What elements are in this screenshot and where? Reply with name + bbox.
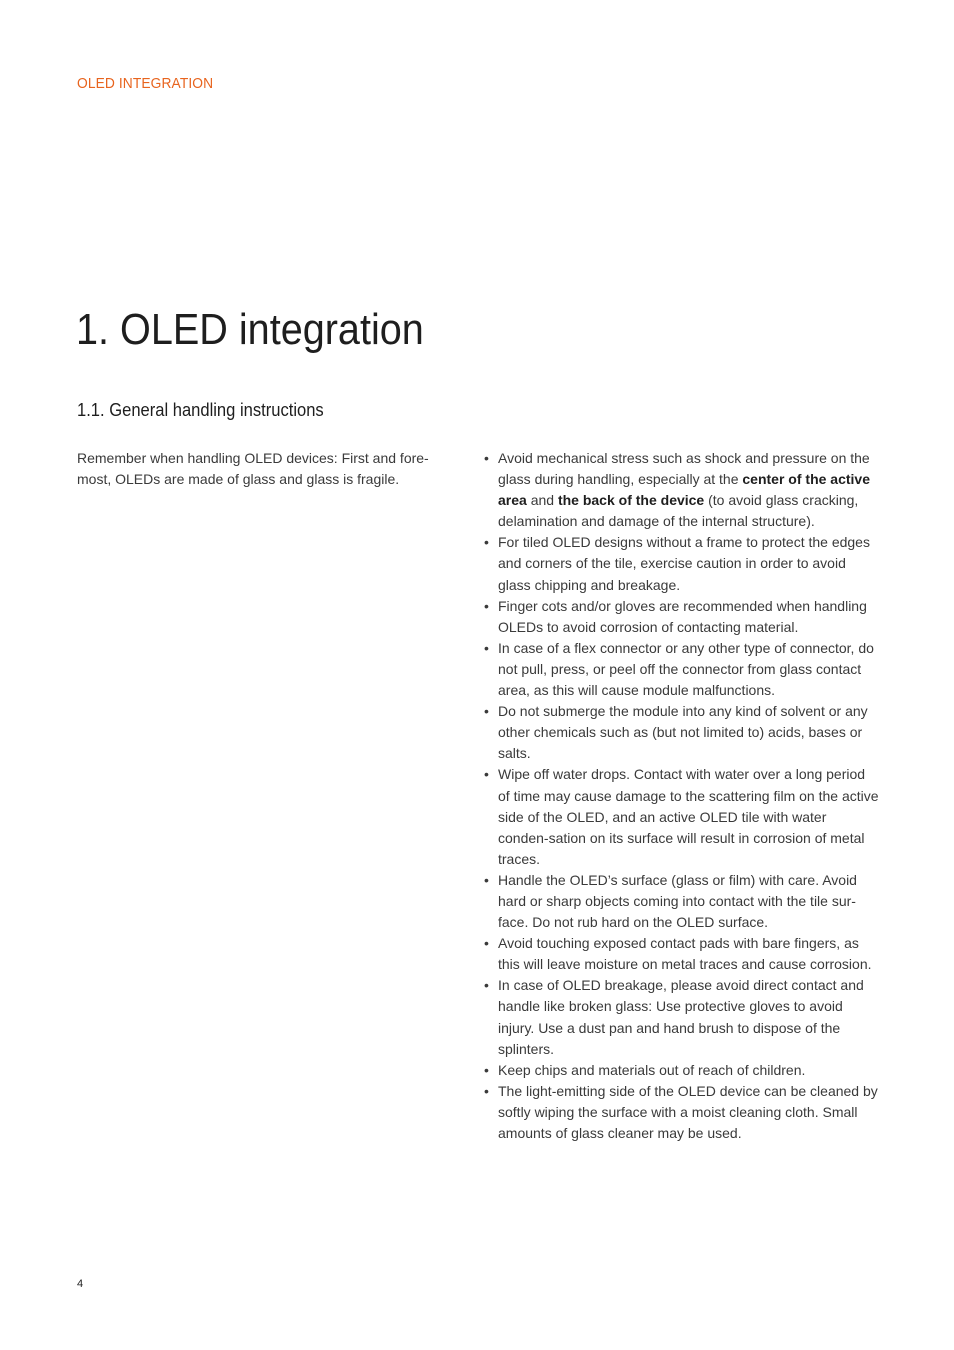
list-item-text: Avoid touching exposed contact pads with bare fingers, as this will leave moisture on metal traces and cause corrosion. <box>498 935 872 973</box>
bullet-marker: • <box>484 597 489 614</box>
page-number: 4 <box>77 1278 84 1290</box>
chapter-title: 1. OLED integration <box>76 305 424 354</box>
bullet-marker: • <box>484 1082 489 1099</box>
emphasis-text: center of the active area <box>498 471 870 509</box>
list-item-text: For tiled OLED designs without a frame to protect the edges and corners of the tile, exercise caution in order to avoid glass chipping and breakage. <box>498 534 870 593</box>
bullet-marker: • <box>484 703 489 720</box>
list-item-text: Do not submerge the module into any kind of solvent or any other chemicals such as (but not limited to) acids, bases or salts. <box>498 703 868 762</box>
bullet-marker: • <box>484 977 489 994</box>
list-item <box>484 448 880 532</box>
bullet-marker: • <box>484 935 489 952</box>
bullet-marker: • <box>484 766 489 783</box>
handling-instructions-list <box>484 448 880 1144</box>
list-item-text: Finger cots and/or gloves are recommended when handling OLEDs to avoid corrosion of contacting material. <box>498 597 867 635</box>
list-item <box>484 701 880 764</box>
list-item-text: The light-emitting side of the OLED device can be cleaned by softly wiping the surface with a moist cleaning cloth. Small amounts of glass cleaner may be used. <box>498 1082 878 1141</box>
list-item <box>484 638 880 701</box>
list-item-text: (to avoid glass cracking, delamination and damage of the internal structure). <box>498 492 859 530</box>
list-item <box>484 1081 880 1144</box>
list-item-text: In case of OLED breakage, please avoid direct contact and handle like broken glass: Use protective gloves to avoid injury. Use a dust pan and hand brush to dispose of the splinters. <box>498 977 864 1057</box>
list-item <box>484 596 880 638</box>
intro-paragraph: Remember when handling OLED devices: First and fore-most, OLEDs are made of glass and glass is fragile. <box>77 450 429 488</box>
list-item-text: Handle the OLED’s surface (glass or film) with care. Avoid hard or sharp objects coming into contact with the tile sur-face. Do not rub hard on the OLED surface. <box>498 871 857 931</box>
running-header-section-label: OLED INTEGRATION <box>77 75 214 92</box>
list-item <box>484 532 880 595</box>
list-item-text: Wipe off water drops. Contact with water over a long period of time may cause damage to the scattering film on the active side of the OLED, and an active OLED tile with water conden-sation on its surface will result in corrosion of metal traces. <box>498 766 879 867</box>
list-item <box>484 764 880 869</box>
list-item-text: Keep chips and materials out of reach of children. <box>498 1061 806 1078</box>
bullet-marker: • <box>484 1061 489 1078</box>
subsection-heading: 1.1. General handling instructions <box>77 400 324 420</box>
list-item-text: Avoid mechanical stress such as shock and pressure on the glass during handling, especially at the <box>498 450 870 488</box>
list-item <box>484 975 880 1059</box>
bullet-marker: • <box>484 871 489 888</box>
list-item <box>484 870 880 933</box>
bullet-marker: • <box>484 534 489 551</box>
bullet-marker: • <box>484 450 489 466</box>
list-item <box>484 933 880 975</box>
list-item <box>484 1060 880 1081</box>
emphasis-text: the back of the device <box>557 492 705 509</box>
list-item-text: In case of a flex connector or any other type of connector, do not pull, press, or peel off the connector from glass contact area, as this will cause module malfunctions. <box>498 639 874 699</box>
list-item-text: and <box>526 492 558 509</box>
bullet-marker: • <box>484 639 489 656</box>
